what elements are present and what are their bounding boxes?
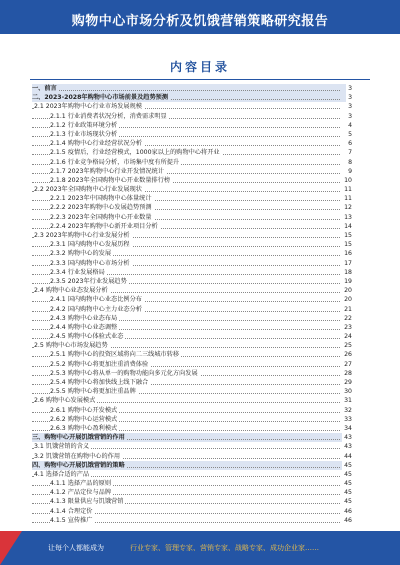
toc-heading: 内容目录 (169, 60, 230, 74)
toc-entry-label: 2.1.5 疫情后，行业经营模式，1000家以上的购物中心将开业 (50, 149, 220, 157)
toc-entry[interactable] (32, 130, 352, 139)
toc-entry-label: 2.4.3 购物中心业态布局 (50, 314, 118, 322)
toc-entry-label: 2.5.3 购物中心将从单一的购物功能向多元化方向发展 (50, 369, 198, 377)
page-header (0, 0, 400, 34)
toc-entry-page: 20 (344, 287, 352, 295)
toc-entry-page: 14 (344, 222, 352, 230)
toc-entry-page: 32 (344, 406, 352, 414)
toc-entry-label: 2.6.3 购物中心盈利模式 (50, 424, 118, 432)
toc-entry[interactable] (32, 93, 352, 102)
page-footer (0, 531, 400, 565)
toc-entry[interactable] (32, 516, 352, 525)
toc-entry[interactable] (32, 185, 352, 194)
toc-entry-page: 29 (344, 379, 352, 386)
toc-entry[interactable] (32, 286, 352, 295)
toc-entry[interactable] (32, 148, 352, 157)
toc-entry[interactable] (32, 360, 352, 369)
toc-leader-dots (32, 90, 340, 91)
toc-entry-page: 7 (348, 149, 352, 157)
toc-entry[interactable] (32, 424, 352, 433)
toc-entry-page: 45 (344, 498, 352, 506)
toc-entry-label: 2.3.4 行业发展格局 (50, 268, 105, 276)
toc-entry-label: 2.6.1 购物中心开发模式 (50, 406, 118, 414)
toc-entry-page: 43 (344, 443, 352, 451)
toc-entry[interactable] (32, 84, 352, 93)
toc-entry-label: 2.5.2 购物中心将更加注重消费体验 (50, 360, 149, 368)
toc-entry-label: 2.2.1 2023年中国购物中心体量统计 (50, 195, 152, 203)
toc-entry-page: 17 (344, 259, 352, 267)
toc-entry-page: 3 (348, 103, 352, 111)
toc-entry-page: 3 (348, 85, 352, 92)
toc-entry-page: 31 (344, 397, 352, 405)
toc-entry[interactable] (32, 295, 352, 304)
toc-entry[interactable] (32, 158, 352, 167)
toc-entry-page: 45 (344, 489, 352, 497)
toc-entry-label: 2.3.5 2023年行业发展趋势 (50, 277, 127, 285)
toc-entry-label: 2.4.2 国内购物中心主力业态分析 (50, 305, 142, 313)
toc-entry-page: 10 (344, 176, 352, 184)
toc-entry[interactable] (32, 277, 352, 286)
toc-entry-page: 28 (344, 369, 352, 377)
toc-entry-label: 2.3.1 国内购物中心发展历程 (50, 241, 130, 249)
toc-entry[interactable] (32, 194, 352, 203)
toc-entry-label: 2.4.5 购物中心体验式业态 (50, 333, 124, 341)
toc-entry[interactable] (32, 341, 352, 350)
toc-entry-label: 2.2 2023年全国购物中心行业发展现状 (34, 186, 142, 194)
table-of-contents (32, 84, 352, 525)
report-title: 购物中心市场分析及饥饿营销策略研究报告 (71, 14, 329, 29)
toc-entry[interactable] (32, 387, 352, 396)
toc-entry-page: 11 (344, 186, 352, 194)
footer-slogan: 让每个人都能成为 (48, 544, 104, 552)
toc-entry[interactable] (32, 378, 352, 387)
toc-entry[interactable] (32, 213, 352, 222)
toc-entry-page: 15 (344, 241, 352, 249)
toc-entry[interactable] (32, 415, 352, 424)
toc-entry-page: 12 (344, 204, 352, 212)
toc-entry-page: 11 (344, 195, 352, 203)
toc-entry-page: 18 (344, 268, 352, 276)
toc-entry-page: 22 (344, 314, 352, 322)
toc-entry[interactable] (32, 479, 352, 488)
toc-entry-label: 2.2.3 2023年全国购物中心开业数量 (50, 213, 152, 221)
toc-entry[interactable] (32, 323, 352, 332)
toc-entry-page: 45 (344, 480, 352, 488)
toc-entry-page: 13 (344, 213, 352, 221)
toc-entry-label: 2.1.8 2023年全国购物中心开业数量排行榜 (50, 176, 171, 184)
toc-entry-page: 46 (344, 516, 352, 524)
toc-entry-page: 45 (344, 461, 352, 469)
toc-entry-page: 25 (344, 342, 352, 350)
toc-entry-label: 2.1 2023年购物中心行业市场发展规模 (34, 103, 142, 111)
toc-entry[interactable] (32, 176, 352, 185)
toc-entry[interactable] (32, 433, 352, 442)
toc-entry[interactable] (32, 240, 352, 249)
toc-entry-page: 3 (348, 112, 352, 120)
toc-entry[interactable] (32, 102, 352, 111)
toc-entry-page: 34 (344, 424, 352, 432)
toc-entry-label: 4.1.4 合理定价 (50, 507, 93, 515)
toc-entry-label: 2.1.2 行业政策环境分析 (50, 121, 118, 129)
toc-entry[interactable] (32, 231, 352, 240)
toc-entry-label: 4.1.5 宣传推广 (50, 516, 93, 524)
toc-entry-label: 3.2 饥饿营销在购物中心的作用 (34, 452, 121, 460)
toc-entry-label: 四、购物中心开展饥饿营销的策略 (32, 461, 125, 469)
toc-entry-label: 2.4.1 国内购物中心业态比例分布 (50, 296, 142, 304)
toc-entry-page: 46 (344, 507, 352, 515)
toc-entry-page: 15 (344, 232, 352, 239)
toc-entry-label: 2.1.6 行业竞争格局分析，市场集中度有所提升 (50, 158, 180, 166)
toc-entry-label: 2.2.4 2023年购物中心新开业项目分析 (50, 222, 158, 230)
toc-entry[interactable] (32, 139, 352, 148)
toc-entry-label: 2.3 2023年购物中心行业发展分析 (34, 232, 130, 239)
toc-entry[interactable] (32, 497, 352, 506)
toc-entry-label: 一、前言 (32, 85, 57, 92)
toc-entry-page: 27 (344, 360, 352, 368)
toc-entry-page: 3 (348, 94, 352, 102)
toc-entry-page: 33 (344, 415, 352, 423)
toc-entry[interactable] (32, 259, 352, 268)
toc-entry-label: 2.5.4 购物中心将加快线上线下融合 (50, 379, 149, 386)
toc-entry[interactable] (32, 167, 352, 176)
toc-entry-page: 9 (348, 167, 352, 175)
toc-entry-label: 2.1.1 行业消费者状况分析，消费需求明显 (50, 112, 167, 120)
toc-entry[interactable] (32, 314, 352, 323)
toc-entry-page: 16 (344, 250, 352, 258)
toc-entry[interactable] (32, 406, 352, 415)
toc-divider (30, 79, 370, 80)
toc-entry[interactable] (32, 507, 352, 516)
toc-entry-label: 3.1 饥饿营销的含义 (34, 443, 90, 451)
toc-entry-label: 2.3.2 购物中心的发展 (50, 250, 112, 258)
toc-entry-label: 2.1.3 行业市场现状分析 (50, 130, 118, 138)
toc-entry-label: 4.1 选择合适的产品 (34, 470, 90, 478)
toc-entry-label: 2.5 购物中心市场发展趋势 (34, 342, 108, 350)
toc-entry-page: 19 (344, 277, 352, 285)
toc-entry-page: 44 (344, 452, 352, 460)
toc-entry-label: 4.1.1 选择产品的原则 (50, 480, 112, 488)
toc-entry-page: 45 (344, 470, 352, 478)
toc-entry-page: 30 (344, 388, 352, 396)
toc-entry[interactable] (32, 268, 352, 277)
toc-entry-label: 2.3.3 国内购物中心市场分析 (50, 259, 130, 267)
toc-entry-label: 二、2023-2028年购物中心市场前景及趋势预测 (32, 94, 169, 102)
toc-entry-label: 2.6 购物中心发展模式 (34, 397, 96, 405)
toc-entry-label: 三、购物中心开展饥饿营销的作用 (32, 434, 125, 442)
toc-entry-label: 2.2.2 2023年购物中心发展趋势预测 (50, 204, 152, 212)
toc-entry[interactable] (32, 112, 352, 121)
toc-entry[interactable] (32, 488, 352, 497)
toc-entry-page: 21 (344, 305, 352, 313)
toc-entry-page: 5 (348, 130, 352, 138)
toc-entry-page: 24 (344, 333, 352, 341)
toc-entry-label: 2.5.5 购物中心将更加注重品牌 (50, 388, 136, 396)
toc-entry-page: 8 (348, 158, 352, 166)
toc-entry[interactable] (32, 369, 352, 378)
toc-entry-page: 4 (348, 121, 352, 129)
toc-entry-label: 4.1.2 产品定位与品牌 (50, 489, 112, 497)
toc-entry[interactable] (32, 350, 352, 359)
toc-entry[interactable] (32, 396, 352, 405)
toc-entry[interactable] (32, 452, 352, 461)
toc-entry[interactable] (32, 249, 352, 258)
toc-entry-label: 2.4.4 购物中心业态调整 (50, 323, 118, 331)
toc-entry[interactable] (32, 222, 352, 231)
toc-entry-label: 2.1.4 购物中心行业经营状况分析 (50, 140, 142, 148)
toc-entry-label: 4.1.3 限量供应与饥饿营销 (50, 498, 124, 506)
toc-entry[interactable] (32, 442, 352, 451)
toc-entry-label: 2.4 购物中心业态发展分析 (34, 287, 108, 295)
toc-entry[interactable] (32, 461, 352, 470)
toc-entry-label: 2.6.2 购物中心运营模式 (50, 415, 118, 423)
toc-entry-page: 43 (344, 434, 352, 442)
toc-entry[interactable] (32, 121, 352, 130)
toc-entry-page: 26 (344, 351, 352, 359)
toc-entry[interactable] (32, 203, 352, 212)
toc-entry-page: 23 (344, 323, 352, 331)
toc-entry[interactable] (32, 470, 352, 479)
toc-entry-page: 6 (348, 140, 352, 148)
toc-entry-label: 2.5.1 购物中心的投资区域将向二三线城市转移 (50, 351, 180, 359)
toc-entry[interactable] (32, 332, 352, 341)
footer-tagline: 行业专家、管理专家、营销专家、战略专家、成功企业家…… (130, 544, 319, 552)
toc-entry-label: 2.1.7 2023年购物中心行业开发情况统计 (50, 167, 164, 175)
toc-entry-page: 20 (344, 296, 352, 304)
toc-entry[interactable] (32, 305, 352, 314)
footer-accent-triangle (0, 531, 22, 565)
